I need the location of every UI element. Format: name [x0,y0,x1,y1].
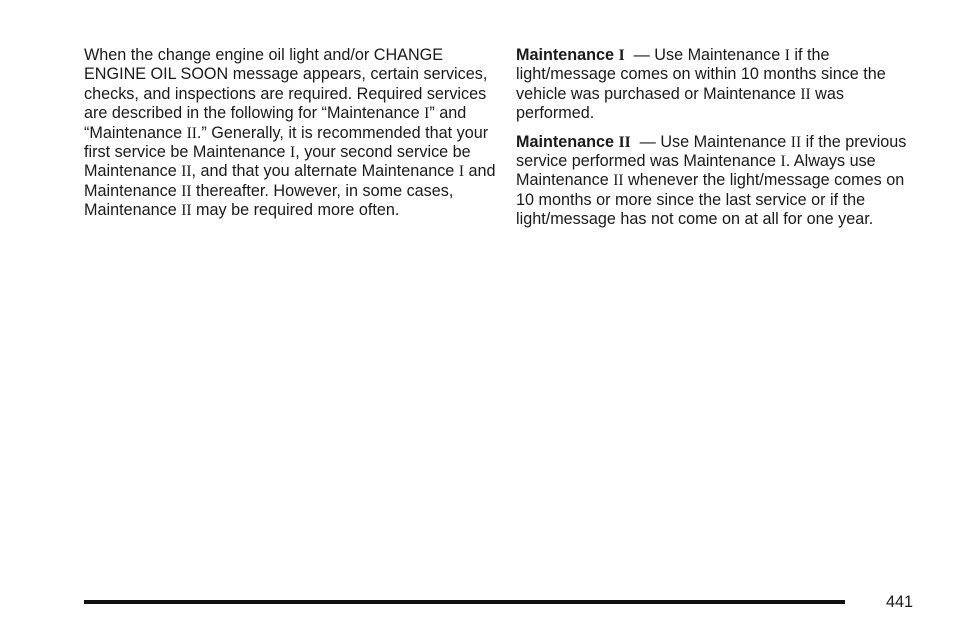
text-segment: if the previous service performed was Maintenance [516,132,907,171]
text-segment: thereafter. However, in some cases, Maintenance [84,181,454,220]
text-segment: — Use Maintenance [624,46,785,64]
roman-numeral: I [458,163,464,181]
text-segment: , and that you alternate Maintenance [191,162,459,181]
footer-rule [84,600,845,604]
heading-text: Maintenance [516,46,619,64]
text-segment: and Maintenance [84,162,496,200]
left-column [84,46,496,230]
text-segment: When the change engine oil light and/or CHANGE ENGINE OIL SOON message appears, certain services, checks, and inspections are required. Required services are described in the following for “Maintenance [84,46,488,123]
roman-numeral: II [186,124,197,142]
text-segment: .” Generally, it is recommended that your first service be Maintenance [84,123,489,162]
maintenance-i-paragraph [516,46,926,124]
maintenance-i-heading [516,46,625,64]
roman-numeral: II [790,133,802,151]
text-segment: may be required more often. [191,201,400,220]
text-segment: if the light/message comes on within 10 months since the vehicle was purchased or Maintenance [516,46,886,103]
text-segment: , your second service be Maintenance [84,143,471,181]
roman-numeral: II [613,172,624,190]
roman-numeral: I [784,47,790,64]
text-segment: . Always use Maintenance [516,152,876,190]
text-segment: whenever the light/message comes on 10 months or more since the last service or if the light/message has not come on at all for one year. [516,171,905,229]
roman-numeral: II [181,202,192,220]
text-segment: ” and “Maintenance [84,104,467,142]
roman-numeral: II [800,85,811,103]
maintenance-ii-paragraph [516,133,926,230]
heading-text: Maintenance [516,132,619,151]
text-segment: was performed. [516,84,844,123]
change-oil-paragraph [84,46,496,221]
roman-numeral: I [290,144,296,162]
page-number: 441 [886,593,914,611]
right-column [516,46,926,239]
roman-numeral: I [780,153,786,171]
text-segment: — Use Maintenance [630,132,791,151]
maintenance-ii-heading [516,133,631,151]
roman-numeral: II [618,133,631,151]
roman-numeral: I [618,47,625,64]
roman-numeral: II [181,163,192,181]
roman-numeral: I [424,105,430,123]
roman-numeral: II [181,182,192,200]
